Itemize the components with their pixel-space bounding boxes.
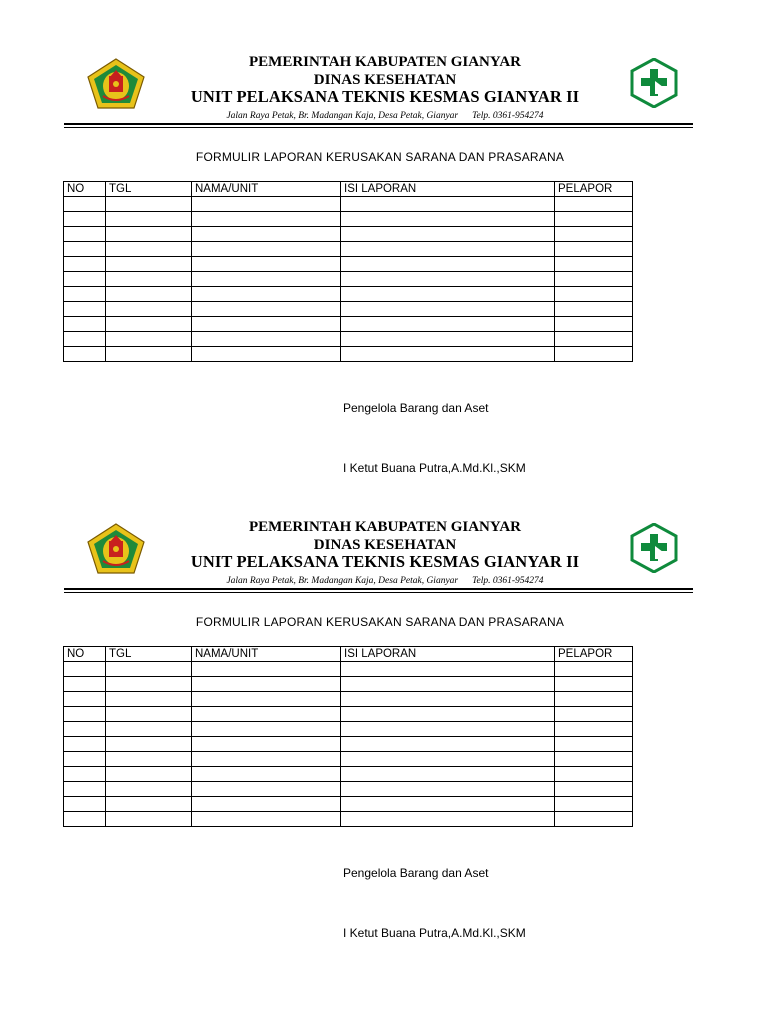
table-cell	[64, 692, 106, 707]
table-cell	[64, 797, 106, 812]
table-cell	[64, 212, 106, 227]
table-cell	[341, 272, 555, 287]
table-row	[64, 302, 633, 317]
table-cell	[192, 752, 341, 767]
table-cell	[106, 287, 192, 302]
table-cell	[192, 332, 341, 347]
table-cell	[106, 692, 192, 707]
table-cell	[192, 302, 341, 317]
table-cell	[555, 212, 633, 227]
table-cell	[106, 302, 192, 317]
table-cell	[64, 272, 106, 287]
table-row	[64, 767, 633, 782]
table-cell	[192, 242, 341, 257]
column-header-tgl: TGL	[106, 182, 192, 197]
column-header-nama-unit: NAMA/UNIT	[192, 182, 341, 197]
signature-title: Pengelola Barang dan Aset	[343, 401, 489, 415]
header-divider-thin	[64, 127, 693, 128]
table-cell	[555, 797, 633, 812]
header-divider-thick	[64, 588, 693, 590]
column-header-tgl: TGL	[106, 647, 192, 662]
table-cell	[106, 812, 192, 827]
table-row	[64, 797, 633, 812]
table-cell	[64, 287, 106, 302]
address-text: Jalan Raya Petak, Br. Madangan Kaja, Desa Petak, Gianyar	[226, 111, 459, 121]
table-cell	[341, 797, 555, 812]
table-row	[64, 272, 633, 287]
column-header-no: NO	[64, 647, 106, 662]
table-cell	[64, 782, 106, 797]
table-cell	[64, 767, 106, 782]
header-department: DINAS KESEHATAN	[313, 72, 457, 88]
table-cell	[106, 722, 192, 737]
header-government: PEMERINTAH KABUPATEN GIANYAR	[249, 519, 521, 535]
table-cell	[192, 707, 341, 722]
table-cell	[341, 737, 555, 752]
table-cell	[341, 707, 555, 722]
table-cell	[106, 782, 192, 797]
table-cell	[106, 737, 192, 752]
table-cell	[341, 287, 555, 302]
table-cell	[555, 677, 633, 692]
header-divider-thin	[64, 592, 693, 593]
table-cell	[341, 332, 555, 347]
column-header-no: NO	[64, 182, 106, 197]
table-row	[64, 722, 633, 737]
report-table	[63, 181, 633, 362]
table-cell	[555, 752, 633, 767]
table-cell	[555, 722, 633, 737]
table-cell	[341, 782, 555, 797]
table-cell	[192, 722, 341, 737]
signature-title: Pengelola Barang dan Aset	[343, 866, 489, 880]
table-cell	[341, 227, 555, 242]
table-cell	[106, 212, 192, 227]
table-cell	[341, 752, 555, 767]
table-cell	[341, 257, 555, 272]
table-cell	[192, 257, 341, 272]
table-cell	[555, 662, 633, 677]
gianyar-regency-emblem-icon	[87, 523, 145, 575]
table-cell	[64, 197, 106, 212]
table-cell	[192, 692, 341, 707]
table-cell	[341, 677, 555, 692]
table-cell	[106, 272, 192, 287]
header-address-line	[150, 110, 620, 122]
table-cell	[555, 317, 633, 332]
report-form-1	[0, 0, 768, 475]
phone-text: Telp. 0361-954274	[472, 111, 544, 121]
table-cell	[106, 707, 192, 722]
table-cell	[555, 227, 633, 242]
table-row	[64, 287, 633, 302]
table-cell	[64, 662, 106, 677]
report-table	[63, 646, 633, 827]
table-cell	[64, 347, 106, 362]
table-cell	[555, 197, 633, 212]
table-cell	[64, 332, 106, 347]
table-cell	[64, 722, 106, 737]
table-cell	[555, 302, 633, 317]
table-cell	[192, 212, 341, 227]
table-cell	[106, 797, 192, 812]
table-cell	[555, 767, 633, 782]
table-cell	[555, 782, 633, 797]
header-divider-thick	[64, 123, 693, 125]
table-cell	[106, 767, 192, 782]
table-cell	[192, 677, 341, 692]
table-cell	[192, 287, 341, 302]
table-row	[64, 212, 633, 227]
table-cell	[64, 302, 106, 317]
table-cell	[555, 812, 633, 827]
table-cell	[341, 302, 555, 317]
table-cell	[192, 782, 341, 797]
puskesmas-logo-icon	[630, 58, 678, 108]
table-cell	[555, 242, 633, 257]
table-cell	[64, 752, 106, 767]
table-header-row	[64, 182, 633, 197]
table-row	[64, 677, 633, 692]
form-title: FORMULIR LAPORAN KERUSAKAN SARANA DAN PRASARANA	[195, 150, 565, 164]
form-title: FORMULIR LAPORAN KERUSAKAN SARANA DAN PRASARANA	[195, 615, 565, 629]
table-cell	[64, 317, 106, 332]
column-header-isi-laporan: ISI LAPORAN	[341, 647, 555, 662]
table-cell	[106, 242, 192, 257]
table-header-row	[64, 647, 633, 662]
address-text: Jalan Raya Petak, Br. Madangan Kaja, Desa Petak, Gianyar	[226, 576, 459, 586]
table-cell	[106, 227, 192, 242]
table-cell	[341, 722, 555, 737]
table-row	[64, 782, 633, 797]
table-cell	[192, 272, 341, 287]
table-cell	[106, 317, 192, 332]
table-cell	[106, 332, 192, 347]
table-cell	[64, 242, 106, 257]
table-cell	[192, 347, 341, 362]
signature-name: I Ketut Buana Putra,A.Md.Kl.,SKM	[343, 926, 526, 940]
table-row	[64, 197, 633, 212]
table-row	[64, 812, 633, 827]
header-unit: UNIT PELAKSANA TEKNIS KESMAS GIANYAR II	[190, 552, 580, 571]
table-row	[64, 227, 633, 242]
table-cell	[106, 347, 192, 362]
table-row	[64, 242, 633, 257]
table-cell	[64, 257, 106, 272]
table-cell	[555, 287, 633, 302]
column-header-pelapor: PELAPOR	[555, 182, 633, 197]
gianyar-regency-emblem-icon	[87, 58, 145, 110]
header-government: PEMERINTAH KABUPATEN GIANYAR	[249, 54, 521, 70]
table-cell	[341, 212, 555, 227]
header-department: DINAS KESEHATAN	[313, 537, 457, 553]
table-cell	[64, 677, 106, 692]
header-address-line	[150, 575, 620, 587]
column-header-pelapor: PELAPOR	[555, 647, 633, 662]
table-cell	[192, 227, 341, 242]
table-row	[64, 317, 633, 332]
table-cell	[192, 737, 341, 752]
table-cell	[192, 812, 341, 827]
table-cell	[341, 197, 555, 212]
table-cell	[341, 347, 555, 362]
table-cell	[192, 662, 341, 677]
table-row	[64, 752, 633, 767]
column-header-nama-unit: NAMA/UNIT	[192, 647, 341, 662]
table-cell	[192, 317, 341, 332]
table-cell	[64, 737, 106, 752]
puskesmas-logo-icon	[630, 523, 678, 573]
table-row	[64, 347, 633, 362]
table-cell	[192, 767, 341, 782]
table-cell	[64, 227, 106, 242]
table-cell	[106, 662, 192, 677]
table-cell	[106, 752, 192, 767]
header-unit: UNIT PELAKSANA TEKNIS KESMAS GIANYAR II	[190, 87, 580, 106]
table-cell	[341, 317, 555, 332]
table-cell	[106, 677, 192, 692]
table-row	[64, 332, 633, 347]
phone-text: Telp. 0361-954274	[472, 576, 544, 586]
table-cell	[106, 197, 192, 212]
table-cell	[555, 332, 633, 347]
table-cell	[64, 812, 106, 827]
table-cell	[555, 347, 633, 362]
table-row	[64, 692, 633, 707]
table-cell	[341, 692, 555, 707]
table-cell	[555, 737, 633, 752]
table-row	[64, 707, 633, 722]
table-cell	[341, 812, 555, 827]
table-cell	[341, 242, 555, 257]
table-cell	[341, 662, 555, 677]
table-cell	[555, 272, 633, 287]
table-row	[64, 662, 633, 677]
table-row	[64, 257, 633, 272]
signature-name: I Ketut Buana Putra,A.Md.Kl.,SKM	[343, 461, 526, 475]
table-cell	[555, 707, 633, 722]
table-cell	[106, 257, 192, 272]
table-row	[64, 737, 633, 752]
table-cell	[555, 257, 633, 272]
table-cell	[341, 767, 555, 782]
table-cell	[64, 707, 106, 722]
table-cell	[192, 797, 341, 812]
column-header-isi-laporan: ISI LAPORAN	[341, 182, 555, 197]
table-cell	[555, 692, 633, 707]
report-form-2	[0, 465, 768, 940]
table-cell	[192, 197, 341, 212]
